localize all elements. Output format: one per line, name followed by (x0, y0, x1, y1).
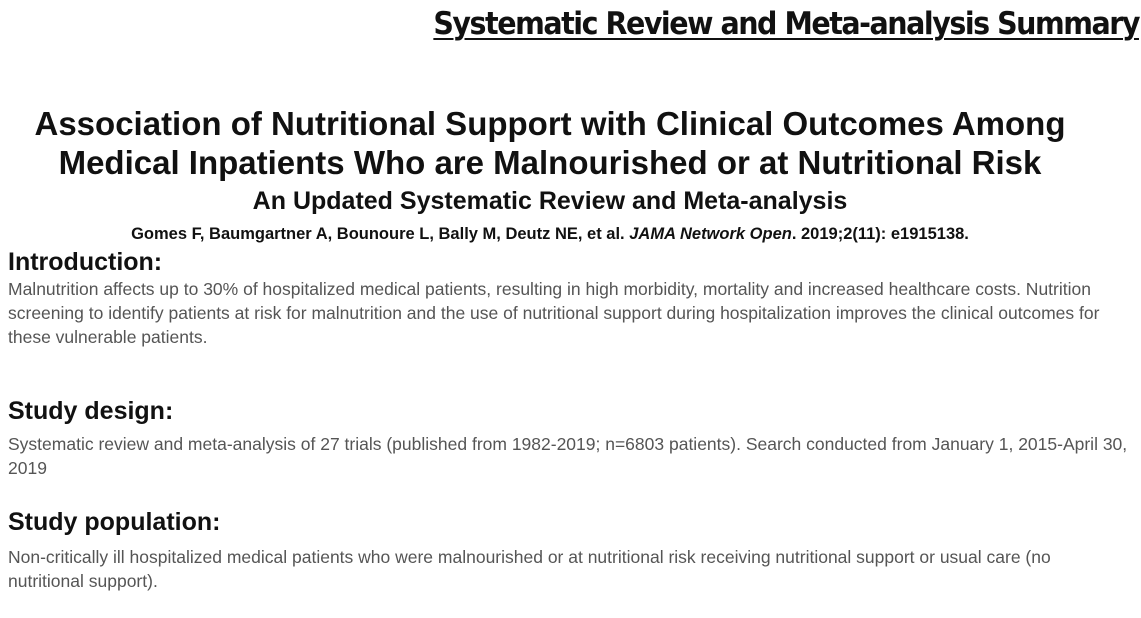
introduction-body: Malnutrition affects up to 30% of hospitalized medical patients, resulting in high morbidity, mortality and increased healthcare costs. Nutrition screening to identify patients at risk for malnutrition and the use of nutritional support during hospitalization improves the clinical outcomes for these vulnerable patients. (8, 279, 1100, 347)
article-citation (0, 223, 1100, 245)
article-title (0, 104, 1100, 182)
study-design-body: Systematic review and meta-analysis of 27 trials (published from 1982-2019; n=6803 patients). Search conducted from January 1, 2015-April 30, 2019 (8, 434, 1128, 478)
study-design-heading: Study design: (8, 397, 174, 425)
citation-reference: . 2019;2(11): e1915138. (791, 225, 969, 243)
citation-journal: JAMA Network Open (629, 225, 792, 243)
citation-authors: Gomes F, Baumgartner A, Bounoure L, Bally M, Deutz NE, et al. (131, 225, 625, 243)
article-title-line-2: Medical Inpatients Who are Malnourished or at Nutritional Risk (58, 144, 1042, 181)
study-population-body: Non-critically ill hospitalized medical patients who were malnourished or at nutritional risk receiving nutritional support or usual care (no nutritional support). (8, 547, 1051, 591)
article-title-line-1: Association of Nutritional Support with Clinical Outcomes Among (34, 105, 1066, 142)
introduction-heading: Introduction: (8, 248, 163, 276)
study-population-heading: Study population: (8, 508, 221, 536)
article-subtitle: An Updated Systematic Review and Meta-analysis (252, 187, 848, 215)
summary-banner: Systematic Review and Meta-analysis Summary (433, 6, 1139, 42)
